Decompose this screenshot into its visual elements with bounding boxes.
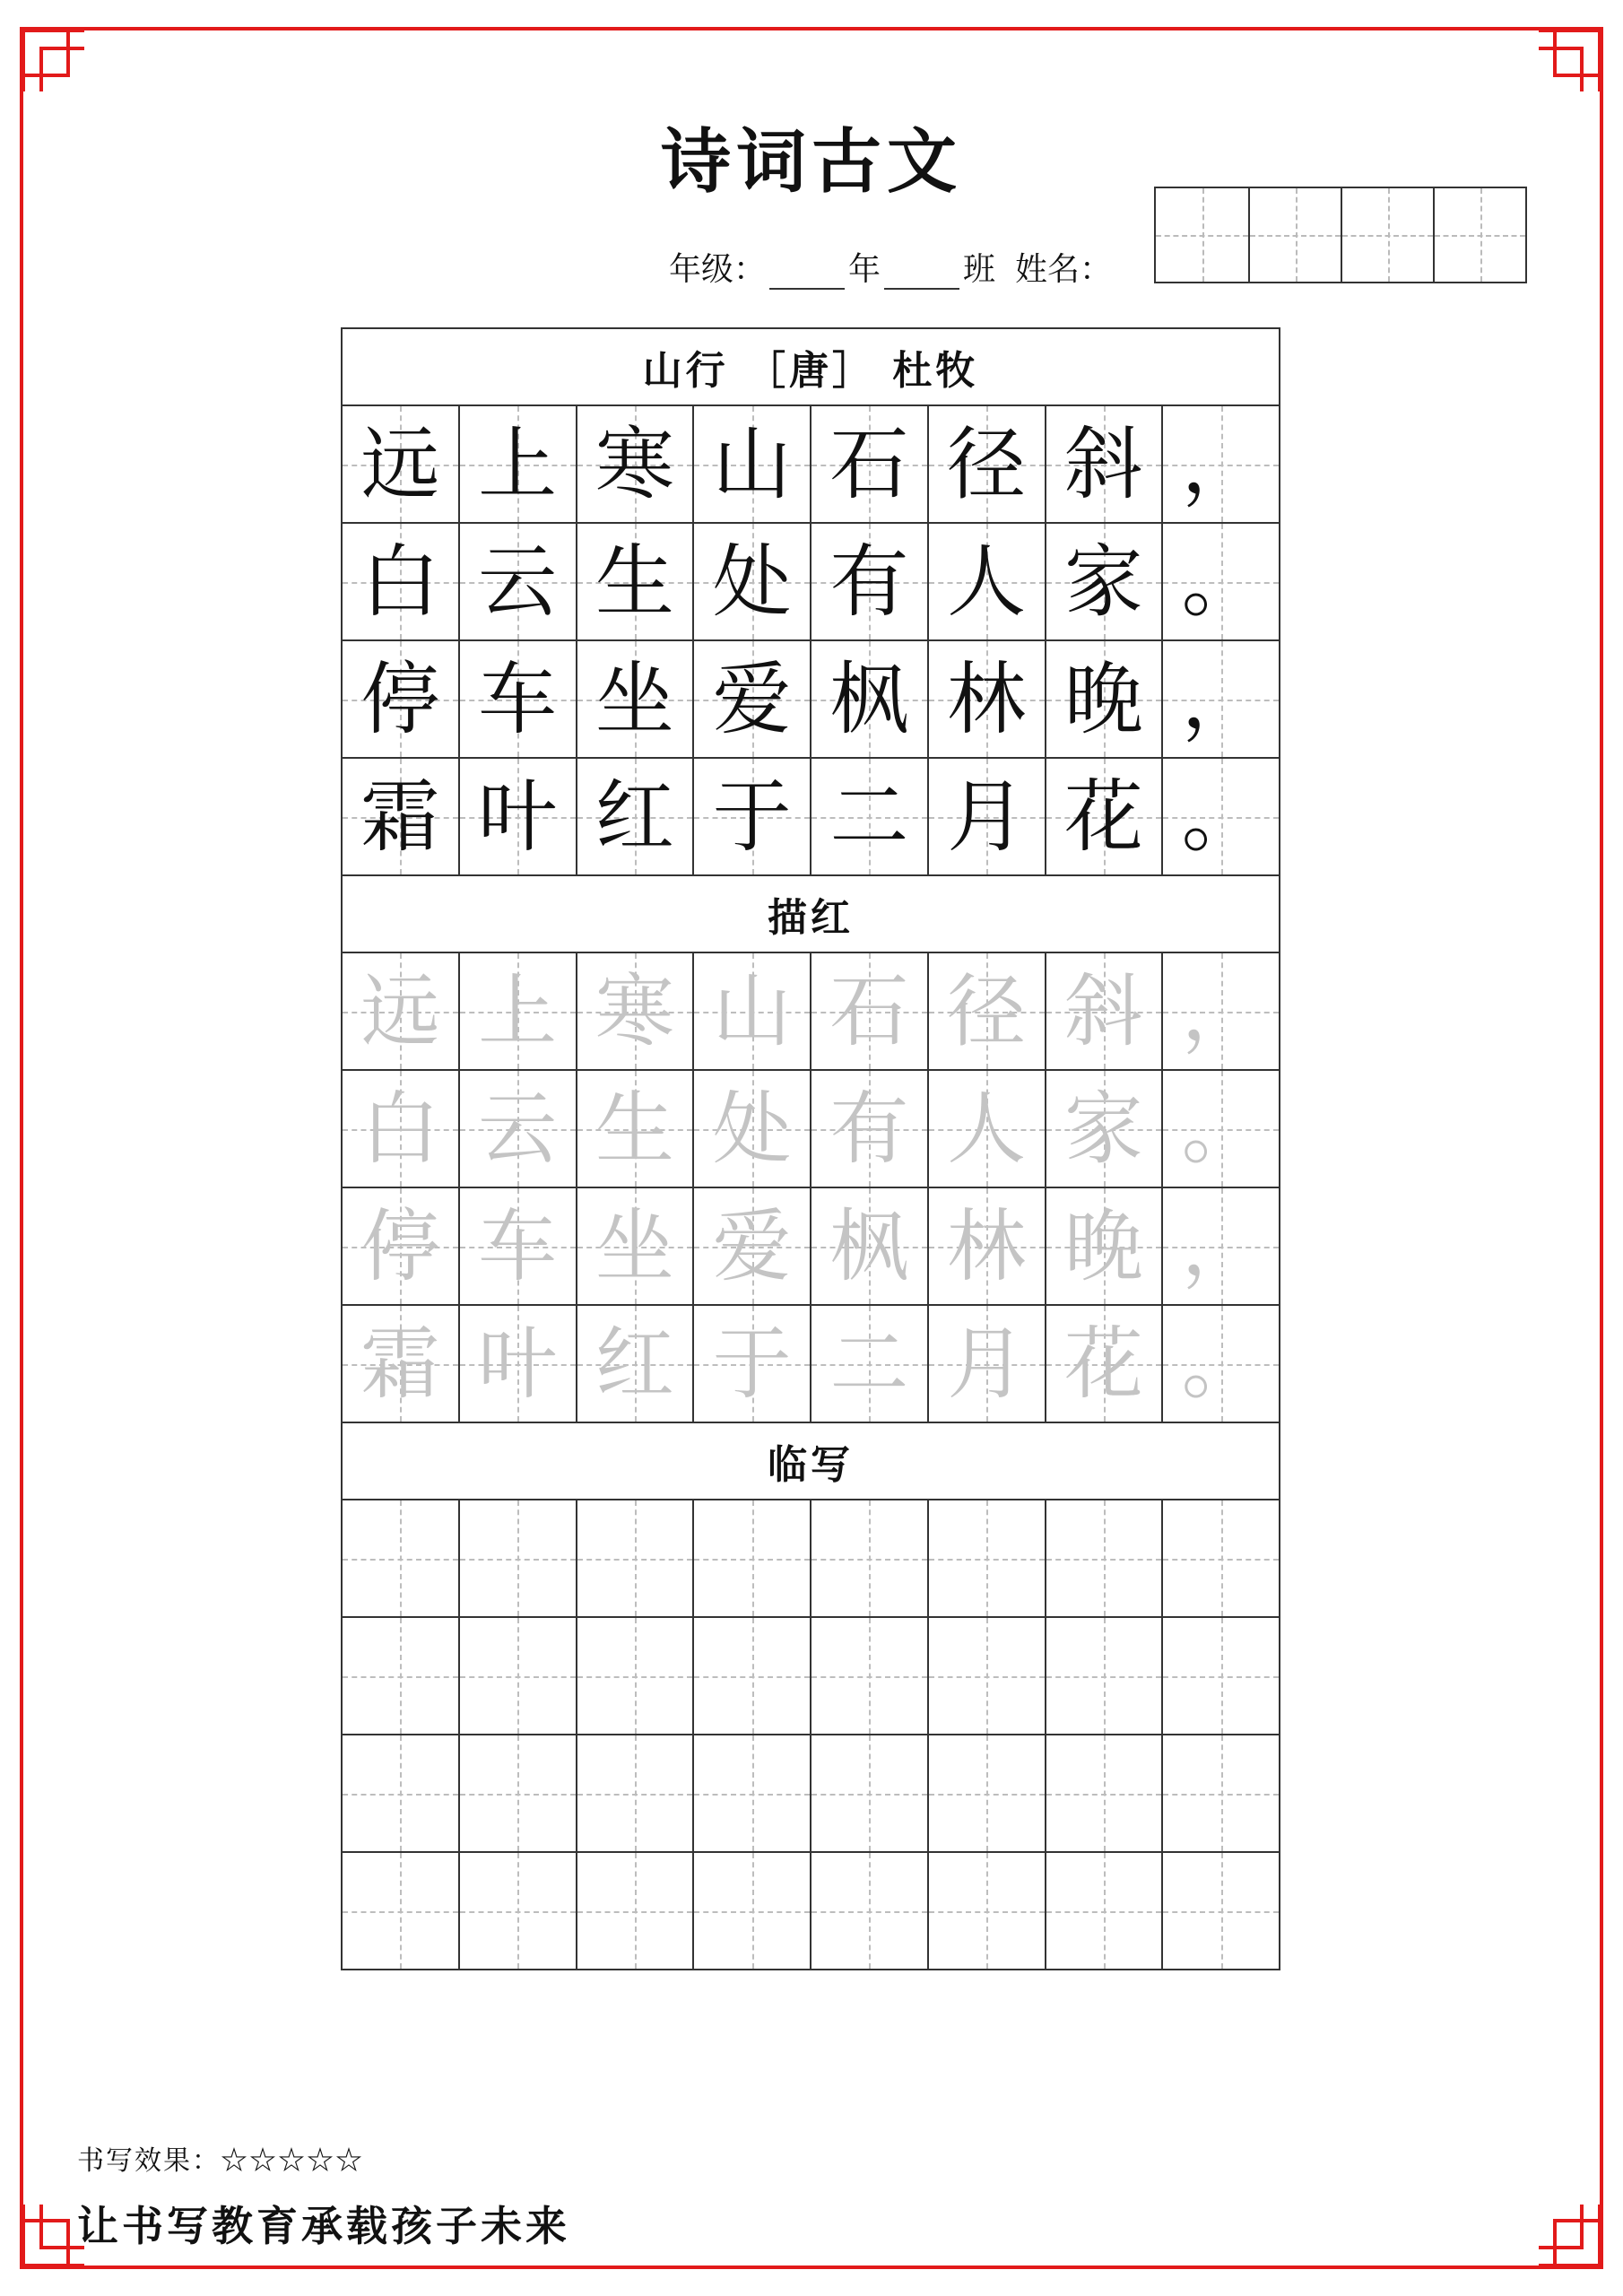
- trace-cell: [692, 1071, 810, 1187]
- poem-character: 远: [360, 417, 440, 510]
- copy-cell[interactable]: [810, 1735, 927, 1851]
- poem-character: 于: [712, 1317, 792, 1410]
- trace-cell: [1161, 1306, 1279, 1422]
- poem-character: 人: [947, 535, 1027, 628]
- poem-character: 于: [712, 770, 792, 863]
- poem-cell: [1045, 406, 1162, 522]
- poem-cell: [1161, 524, 1279, 639]
- poem-character: ，: [1181, 964, 1261, 1057]
- copy-cell[interactable]: [1045, 1853, 1162, 1969]
- poem-cell: [458, 641, 576, 757]
- poem-cell: [692, 759, 810, 874]
- corner-ornament-top-right: [1537, 22, 1609, 93]
- copy-cell[interactable]: [692, 1735, 810, 1851]
- copy-cell[interactable]: [1045, 1735, 1162, 1851]
- poem-cell: [343, 641, 458, 757]
- copy-cell[interactable]: [1045, 1618, 1162, 1734]
- page-title: 诗词古文: [660, 121, 962, 203]
- copy-cell[interactable]: [927, 1500, 1045, 1616]
- trace-cell: [576, 1188, 693, 1304]
- trace-cell: [343, 1071, 458, 1187]
- name-cell[interactable]: [1433, 188, 1525, 282]
- poem-cell: [927, 524, 1045, 639]
- poem-cell: [692, 524, 810, 639]
- poem-character: 枫: [829, 1199, 909, 1292]
- poem-character: 有: [829, 1082, 909, 1175]
- copy-cell[interactable]: [810, 1500, 927, 1616]
- poem-grid: [343, 406, 1279, 876]
- grid-row: [343, 1853, 1279, 1970]
- grid-row: [343, 1188, 1279, 1306]
- poem-character: 车: [478, 1199, 558, 1292]
- copy-cell[interactable]: [1161, 1500, 1279, 1616]
- poem-character: ，: [1181, 1199, 1261, 1292]
- poem-cell: [458, 406, 576, 522]
- poem-character: 停: [360, 652, 440, 745]
- poem-character: 坐: [595, 1199, 674, 1292]
- poem-character: 花: [1063, 1317, 1143, 1410]
- name-cell[interactable]: [1341, 188, 1433, 282]
- poem-cell: [576, 759, 693, 874]
- grid-row: [343, 953, 1279, 1071]
- slogan: 让书写教育承载孩子未来: [77, 2202, 570, 2250]
- poem-character: 红: [595, 770, 674, 863]
- poem-character: 上: [478, 964, 558, 1057]
- poem-cell: [576, 406, 693, 522]
- poem-character: 。: [1181, 1082, 1261, 1175]
- poem-cell: [810, 524, 927, 639]
- poem-character: 径: [947, 417, 1027, 510]
- poem-character: 叶: [478, 1317, 558, 1410]
- trace-cell: [576, 953, 693, 1069]
- copy-grid: [343, 1500, 1279, 1970]
- poem-character: 坐: [595, 652, 674, 745]
- poem-character: 白: [360, 1082, 440, 1175]
- poem-character: 晚: [1063, 1199, 1143, 1292]
- trace-cell: [343, 953, 458, 1069]
- poem-cell: [576, 524, 693, 639]
- poem-character: 霜: [360, 770, 440, 863]
- poem-character: ，: [1181, 652, 1261, 745]
- copy-cell[interactable]: [576, 1500, 693, 1616]
- poem-character: 石: [829, 417, 909, 510]
- poem-character: 爱: [712, 652, 792, 745]
- poem-cell: [343, 759, 458, 874]
- poem-cell: [1045, 641, 1162, 757]
- poem-character: 寒: [595, 964, 674, 1057]
- poem-cell: [1161, 641, 1279, 757]
- poem-character: 斜: [1063, 417, 1143, 510]
- poem-character: 爱: [712, 1199, 792, 1292]
- poem-character: 花: [1063, 770, 1143, 863]
- trace-cell: [1161, 1188, 1279, 1304]
- trace-grid: [343, 953, 1279, 1423]
- trace-cell: [458, 1071, 576, 1187]
- trace-cell: [810, 1306, 927, 1422]
- poem-character: 二: [829, 1317, 909, 1410]
- poem-cell: [810, 641, 927, 757]
- grid-row: [343, 524, 1279, 641]
- copy-cell[interactable]: [1161, 1618, 1279, 1734]
- poem-cell: [1161, 759, 1279, 874]
- poem-character: 晚: [1063, 652, 1143, 745]
- grade-year-blank[interactable]: [769, 256, 845, 290]
- grid-row: [343, 1735, 1279, 1853]
- student-info: [669, 244, 1112, 290]
- poem-character: 上: [478, 417, 558, 510]
- grid-row: [343, 1071, 1279, 1188]
- name-writing-box[interactable]: [1154, 187, 1527, 283]
- trace-cell: [343, 1306, 458, 1422]
- copy-cell[interactable]: [343, 1500, 458, 1616]
- copy-cell[interactable]: [692, 1618, 810, 1734]
- copy-cell[interactable]: [343, 1735, 458, 1851]
- copy-cell[interactable]: [458, 1500, 576, 1616]
- poem-character: 。: [1181, 535, 1261, 628]
- trace-cell: [1161, 1071, 1279, 1187]
- trace-cell: [576, 1071, 693, 1187]
- poem-character: 云: [478, 535, 558, 628]
- trace-cell: [810, 1188, 927, 1304]
- copy-cell[interactable]: [927, 1735, 1045, 1851]
- poem-character: 云: [478, 1082, 558, 1175]
- trace-cell: [458, 1306, 576, 1422]
- poem-character: 月: [947, 770, 1027, 863]
- grid-row: [343, 1500, 1279, 1618]
- poem-character: 寒: [595, 417, 674, 510]
- trace-cell: [692, 1306, 810, 1422]
- corner-ornament-bottom-right: [1537, 2203, 1609, 2274]
- poem-character: 二: [829, 770, 909, 863]
- poem-character: 白: [360, 535, 440, 628]
- poem-character: 远: [360, 964, 440, 1057]
- trace-cell: [576, 1306, 693, 1422]
- trace-cell: [1045, 953, 1162, 1069]
- grid-row: [343, 1618, 1279, 1735]
- poem-character: 停: [360, 1199, 440, 1292]
- poem-cell: [1045, 524, 1162, 639]
- copy-cell[interactable]: [1161, 1735, 1279, 1851]
- copy-cell[interactable]: [810, 1618, 927, 1734]
- poem-cell: [927, 759, 1045, 874]
- copy-section-header: 临写: [343, 1423, 1279, 1500]
- poem-cell: [810, 406, 927, 522]
- poem-character: 红: [595, 1317, 674, 1410]
- poem-character: 月: [947, 1317, 1027, 1410]
- grid-row: [343, 406, 1279, 524]
- poem-cell: [458, 524, 576, 639]
- year-label: 年: [848, 251, 881, 288]
- trace-cell: [927, 1306, 1045, 1422]
- copy-cell[interactable]: [576, 1618, 693, 1734]
- name-cell[interactable]: [1156, 188, 1248, 282]
- poem-character: 山: [712, 417, 792, 510]
- trace-cell: [927, 953, 1045, 1069]
- poem-character: 。: [1181, 1317, 1261, 1410]
- copy-cell[interactable]: [576, 1735, 693, 1851]
- poem-cell: [1161, 406, 1279, 522]
- poem-cell: [1045, 759, 1162, 874]
- grid-row: [343, 1306, 1279, 1423]
- trace-cell: [1161, 953, 1279, 1069]
- copy-cell[interactable]: [1045, 1500, 1162, 1616]
- trace-cell: [810, 953, 927, 1069]
- corner-ornament-bottom-left: [14, 2203, 86, 2274]
- copy-cell[interactable]: [810, 1853, 927, 1969]
- poem-character: 处: [712, 1082, 792, 1175]
- copy-cell[interactable]: [692, 1853, 810, 1969]
- poem-character: ，: [1181, 417, 1261, 510]
- trace-cell: [458, 953, 576, 1069]
- copy-cell[interactable]: [458, 1618, 576, 1734]
- name-label: 姓名：: [1015, 251, 1113, 288]
- poem-character: 。: [1181, 770, 1261, 863]
- poem-cell: [927, 641, 1045, 757]
- copy-cell[interactable]: [692, 1500, 810, 1616]
- poem-cell: [692, 641, 810, 757]
- corner-ornament-top-left: [14, 22, 86, 93]
- class-blank[interactable]: [884, 256, 959, 290]
- poem-character: 霜: [360, 1317, 440, 1410]
- copy-cell[interactable]: [343, 1618, 458, 1734]
- poem-character: 枫: [829, 652, 909, 745]
- poem-cell: [576, 641, 693, 757]
- poem-character: 林: [947, 1199, 1027, 1292]
- trace-cell: [458, 1188, 576, 1304]
- grid-row: [343, 641, 1279, 759]
- copy-cell[interactable]: [458, 1853, 576, 1969]
- poem-character: 人: [947, 1082, 1027, 1175]
- poem-character: 有: [829, 535, 909, 628]
- grid-row: [343, 759, 1279, 876]
- poem-character: 斜: [1063, 964, 1143, 1057]
- copy-cell[interactable]: [458, 1735, 576, 1851]
- writing-rating: 书写效果：☆☆☆☆☆: [77, 2145, 364, 2177]
- trace-cell: [927, 1071, 1045, 1187]
- copy-cell[interactable]: [1161, 1853, 1279, 1969]
- poem-character: 车: [478, 652, 558, 745]
- trace-cell: [343, 1188, 458, 1304]
- poem-cell: [343, 524, 458, 639]
- poem-character: 石: [829, 964, 909, 1057]
- poem-cell: [343, 406, 458, 522]
- poem-cell: [692, 406, 810, 522]
- poem-character: 叶: [478, 770, 558, 863]
- copy-cell[interactable]: [927, 1853, 1045, 1969]
- trace-cell: [1045, 1306, 1162, 1422]
- poem-header: 山行 ［唐］ 杜牧: [343, 329, 1279, 406]
- poem-cell: [927, 406, 1045, 522]
- trace-cell: [1045, 1188, 1162, 1304]
- poem-character: 径: [947, 964, 1027, 1057]
- class-label: 班: [963, 251, 996, 288]
- trace-cell: [810, 1071, 927, 1187]
- copy-cell[interactable]: [927, 1618, 1045, 1734]
- poem-character: 生: [595, 535, 674, 628]
- poem-character: 生: [595, 1082, 674, 1175]
- trace-section-header: 描红: [343, 876, 1279, 953]
- trace-cell: [1045, 1071, 1162, 1187]
- copy-cell[interactable]: [343, 1853, 458, 1969]
- grade-label: 年级：: [669, 251, 767, 288]
- poem-character: 家: [1063, 535, 1143, 628]
- poem-character: 山: [712, 964, 792, 1057]
- trace-cell: [692, 1188, 810, 1304]
- trace-cell: [927, 1188, 1045, 1304]
- trace-cell: [692, 953, 810, 1069]
- poem-character: 处: [712, 535, 792, 628]
- copy-cell[interactable]: [576, 1853, 693, 1969]
- practice-table: [341, 327, 1280, 1970]
- poem-character: 林: [947, 652, 1027, 745]
- poem-character: 家: [1063, 1082, 1143, 1175]
- name-cell[interactable]: [1248, 188, 1341, 282]
- poem-cell: [458, 759, 576, 874]
- poem-cell: [810, 759, 927, 874]
